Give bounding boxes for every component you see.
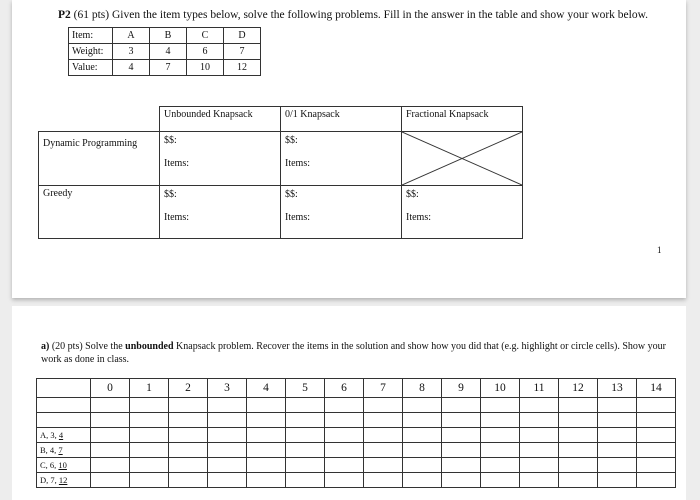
value-cell: 4: [113, 60, 150, 76]
dp-cell[interactable]: [247, 443, 286, 458]
dp-cell[interactable]: [559, 398, 598, 413]
dp-cell[interactable]: [598, 458, 637, 473]
dp-cell[interactable]: [442, 443, 481, 458]
dp-row-b: [37, 443, 676, 458]
page-2: [12, 306, 686, 500]
row-label-weight: Weight:: [69, 44, 113, 60]
dp-cell[interactable]: [520, 398, 559, 413]
dp-cell[interactable]: [598, 443, 637, 458]
dp-cell[interactable]: [247, 473, 286, 488]
part-a-prompt: [41, 340, 681, 366]
dp-cell[interactable]: [403, 428, 442, 443]
money-label: $$:: [164, 135, 177, 146]
dp-cell[interactable]: [247, 413, 286, 428]
dp-cell[interactable]: [442, 428, 481, 443]
dp-row-a: [37, 428, 676, 443]
answer-cell[interactable]: [160, 186, 281, 239]
capacity-cell: 6: [325, 379, 364, 398]
dp-cell[interactable]: [364, 398, 403, 413]
items-label: Items:: [164, 212, 189, 223]
dp-cell[interactable]: [637, 473, 676, 488]
row-label-value: Value:: [69, 60, 113, 76]
col-header-fractional: Fractional Knapsack: [402, 107, 523, 132]
dp-cell[interactable]: [364, 443, 403, 458]
item-cell: A: [113, 28, 150, 44]
dp-cell[interactable]: [637, 458, 676, 473]
dp-cell[interactable]: [559, 473, 598, 488]
row-label-empty: [37, 398, 91, 413]
items-label: Items:: [285, 212, 310, 223]
dp-cell[interactable]: [520, 428, 559, 443]
dp-cell[interactable]: [91, 413, 130, 428]
problems-header-row: [39, 107, 523, 132]
dp-cell[interactable]: [364, 458, 403, 473]
value-cell: 7: [150, 60, 187, 76]
capacity-cell: 5: [286, 379, 325, 398]
items-row: [69, 28, 261, 44]
row-label-value: 4: [58, 430, 64, 440]
dp-cell[interactable]: [130, 398, 169, 413]
dp-cell[interactable]: [169, 443, 208, 458]
dp-cell[interactable]: [520, 443, 559, 458]
part-a-pts: (20 pts) Solve the: [51, 341, 123, 352]
capacity-cell: 1: [130, 379, 169, 398]
dp-cell[interactable]: [559, 458, 598, 473]
row-label-empty: [37, 413, 91, 428]
dp-cell[interactable]: [442, 473, 481, 488]
dp-cell[interactable]: [481, 473, 520, 488]
cross-mark: [402, 132, 522, 185]
dp-cell[interactable]: [325, 428, 364, 443]
dp-cell[interactable]: [481, 458, 520, 473]
capacity-cell: 0: [91, 379, 130, 398]
dp-cell[interactable]: [481, 413, 520, 428]
value-cell: 12: [224, 60, 261, 76]
capacity-cell: 10: [481, 379, 520, 398]
row-label-value: 10: [58, 460, 67, 470]
answer-cell[interactable]: [160, 132, 281, 186]
dp-cell[interactable]: [247, 398, 286, 413]
dp-cell[interactable]: [598, 473, 637, 488]
dp-cell[interactable]: [130, 473, 169, 488]
dp-cell[interactable]: [637, 398, 676, 413]
dp-cell[interactable]: [286, 473, 325, 488]
dp-cell[interactable]: [520, 413, 559, 428]
capacity-header-row: [37, 379, 676, 398]
capacity-cell: 9: [442, 379, 481, 398]
dp-cell[interactable]: [286, 443, 325, 458]
corner-cell: [37, 379, 91, 398]
capacity-cell: 4: [247, 379, 286, 398]
row-label-text: A, 3,: [40, 430, 59, 440]
dp-cell[interactable]: [169, 428, 208, 443]
dp-row-d: [37, 473, 676, 488]
weight-cell: 7: [224, 44, 261, 60]
dp-cell[interactable]: [364, 473, 403, 488]
dp-cell[interactable]: [637, 443, 676, 458]
dp-cell[interactable]: [520, 458, 559, 473]
greedy-row: [39, 186, 523, 239]
problem-text: (61 pts) Given the item types below, solve the following problems. Fill in the answer in the table and show your work below.: [73, 9, 649, 21]
dp-cell[interactable]: [559, 428, 598, 443]
dp-cell[interactable]: [325, 413, 364, 428]
answer-cell[interactable]: [402, 186, 523, 239]
money-label: $$:: [285, 189, 298, 200]
dp-cell[interactable]: [91, 428, 130, 443]
capacity-cell: 8: [403, 379, 442, 398]
money-label: $$:: [285, 135, 298, 146]
capacity-cell: 3: [208, 379, 247, 398]
dp-cell[interactable]: [130, 428, 169, 443]
capacity-cell: 7: [364, 379, 403, 398]
dp-cell[interactable]: [286, 458, 325, 473]
dp-cell[interactable]: [598, 428, 637, 443]
dp-cell[interactable]: [247, 428, 286, 443]
row-label-greedy: Greedy: [39, 186, 160, 239]
row-label-c: [37, 458, 91, 473]
col-header-unbounded: Unbounded Knapsack: [160, 107, 281, 132]
dp-table: [36, 378, 676, 488]
dp-row-c: [37, 458, 676, 473]
dp-cell[interactable]: [169, 398, 208, 413]
row-label-text: C, 6,: [40, 460, 59, 470]
dp-cell[interactable]: [169, 473, 208, 488]
weights-row: [69, 44, 261, 60]
items-table: [68, 27, 261, 76]
dp-cell[interactable]: [130, 443, 169, 458]
dp-cell[interactable]: [598, 398, 637, 413]
dp-cell[interactable]: [208, 473, 247, 488]
dp-cell[interactable]: [169, 458, 208, 473]
dp-cell[interactable]: [208, 398, 247, 413]
page-number: 1: [657, 245, 662, 255]
dp-cell[interactable]: [403, 398, 442, 413]
dp-cell[interactable]: [481, 428, 520, 443]
row-label-a: [37, 428, 91, 443]
part-a-label: a): [41, 341, 50, 352]
dp-cell[interactable]: [286, 428, 325, 443]
dp-cell[interactable]: [481, 443, 520, 458]
values-row: [69, 60, 261, 76]
items-label: Items:: [285, 158, 310, 169]
dp-cell[interactable]: [208, 443, 247, 458]
row-label-text: D, 7,: [40, 475, 59, 485]
weight-cell: 3: [113, 44, 150, 60]
dp-cell[interactable]: [637, 413, 676, 428]
items-label: Items:: [164, 158, 189, 169]
row-label-item: Item:: [69, 28, 113, 44]
money-label: $$:: [164, 189, 177, 200]
dp-cell[interactable]: [130, 458, 169, 473]
dp-cell[interactable]: [598, 413, 637, 428]
dp-cell[interactable]: [481, 398, 520, 413]
problem-heading: [58, 9, 648, 21]
weight-cell: 4: [150, 44, 187, 60]
answer-cell[interactable]: [281, 132, 402, 186]
dp-cell[interactable]: [91, 473, 130, 488]
dp-cell[interactable]: [403, 413, 442, 428]
capacity-cell: 2: [169, 379, 208, 398]
dp-cell[interactable]: [637, 428, 676, 443]
dp-cell[interactable]: [364, 428, 403, 443]
page-1: [12, 0, 686, 298]
dp-cell[interactable]: [247, 458, 286, 473]
dp-cell[interactable]: [442, 398, 481, 413]
corner-cell: [39, 107, 160, 132]
capacity-cell: 14: [637, 379, 676, 398]
dp-cell[interactable]: [520, 473, 559, 488]
empty-row: [37, 413, 676, 428]
item-cell: B: [150, 28, 187, 44]
problems-table: [38, 106, 523, 239]
dp-cell[interactable]: [130, 413, 169, 428]
dp-cell[interactable]: [208, 458, 247, 473]
row-label-dp: Dynamic Programming: [39, 132, 160, 186]
row-label-text: B, 4,: [40, 445, 59, 455]
items-label: Items:: [406, 212, 431, 223]
dp-cell[interactable]: [91, 443, 130, 458]
dp-cell[interactable]: [325, 458, 364, 473]
dp-cell[interactable]: [325, 473, 364, 488]
answer-cell[interactable]: [281, 186, 402, 239]
dp-cell[interactable]: [403, 473, 442, 488]
dp-cell[interactable]: [442, 413, 481, 428]
money-label: $$:: [406, 189, 419, 200]
row-label-b: [37, 443, 91, 458]
capacity-cell: 13: [598, 379, 637, 398]
dp-cell[interactable]: [286, 398, 325, 413]
part-a-rest: Knapsack problem. Recover the items in the solution and show how you did that (e.g. highlight or circle cells). Show your work as done in class.: [41, 341, 666, 365]
row-label-d: [37, 473, 91, 488]
part-a-bold: unbounded: [125, 341, 174, 352]
dp-cell[interactable]: [403, 443, 442, 458]
dp-cell[interactable]: [325, 398, 364, 413]
dp-cell[interactable]: [442, 458, 481, 473]
dp-cell[interactable]: [286, 413, 325, 428]
item-cell: D: [224, 28, 261, 44]
dp-cell[interactable]: [208, 413, 247, 428]
dp-cell[interactable]: [559, 443, 598, 458]
problem-label: P2: [58, 9, 71, 21]
row-label-value: 7: [58, 445, 63, 455]
empty-row: [37, 398, 676, 413]
col-header-01: 0/1 Knapsack: [281, 107, 402, 132]
dp-cell[interactable]: [364, 413, 403, 428]
dp-row: [39, 132, 523, 186]
dp-cell[interactable]: [325, 443, 364, 458]
dp-cell[interactable]: [169, 413, 208, 428]
value-cell: 10: [187, 60, 224, 76]
dp-cell[interactable]: [91, 398, 130, 413]
crossed-cell: [402, 132, 523, 186]
capacity-cell: 12: [559, 379, 598, 398]
item-cell: C: [187, 28, 224, 44]
dp-cell[interactable]: [91, 458, 130, 473]
capacity-cell: 11: [520, 379, 559, 398]
weight-cell: 6: [187, 44, 224, 60]
row-label-value: 12: [58, 475, 68, 485]
dp-cell[interactable]: [208, 428, 247, 443]
dp-cell[interactable]: [559, 413, 598, 428]
dp-cell[interactable]: [403, 458, 442, 473]
